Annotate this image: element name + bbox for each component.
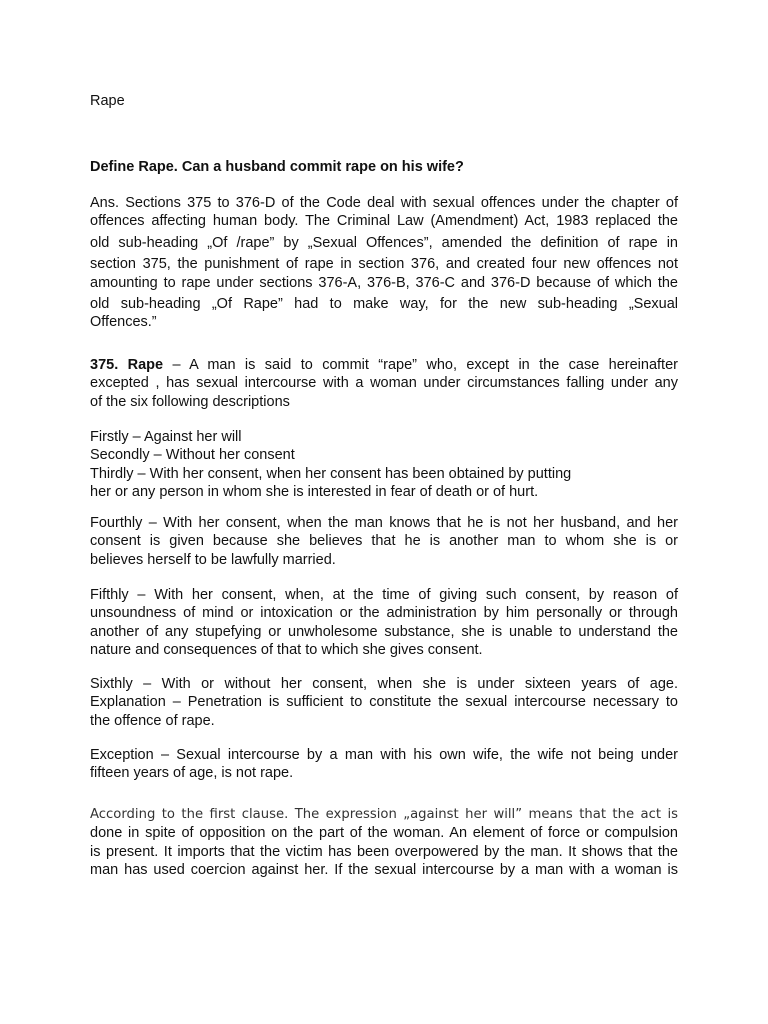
section-text: – A man is said to commit “rape” who, except in the case hereinafter [163,357,678,373]
clause-line: man has used coercion against her. If the sexual intercourse by a man with a woman is [90,862,678,879]
fifthly-line: nature and consequences of that to which she gives consent. [90,642,483,659]
answer-line: Ans. Sections 375 to 376-D of the Code deal with sexual offences under the chapter of [90,195,678,211]
fifthly-line: Fifthly – With her consent, when, at the time of giving such consent, by reason of [90,587,678,603]
answer-paragraph [90,194,678,332]
secondly-item: Secondly – Without her consent [90,447,295,464]
descriptions-list [90,428,678,502]
fourthly-line: believes herself to be lawfully married. [90,551,336,568]
section-heading: 375. Rape [90,357,164,373]
answer-line: section 375, the punishment of rape in section 376, and created four new offences not [90,256,678,273]
clause-paragraph [90,806,678,880]
section-line: of the six following descriptions [90,393,290,410]
answer-line: old sub-heading „Of /rape” by „Sexual Offences”, amended the definition of rape in [90,234,678,251]
fourthly-paragraph [90,514,678,569]
section-375-paragraph [90,356,678,411]
firstly-item: Firstly – Against her will [90,429,242,445]
explanation-line: the offence of rape. [90,712,215,729]
thirdly-line: Thirdly – With her consent, when her consent has been obtained by putting [90,465,572,482]
answer-line: offences affecting human body. The Criminal Law (Amendment) Act, 1983 replaced the [90,213,678,230]
clause-line: According to the first clause. The expression „against her will” means that the act is [90,807,678,822]
exception-line: Exception – Sexual intercourse by a man with his own wife, the wife not being under [90,747,678,763]
explanation-line: Explanation – Penetration is sufficient to constitute the sexual intercourse necessary to [90,694,678,711]
answer-line: amounting to rape under sections 376-A, 376-B, 376-C and 376-D because of which the [90,274,678,291]
thirdly-line: her or any person in whom she is interested in fear of death or of hurt. [90,484,539,501]
answer-line: old sub-heading „Of Rape” had to make way, for the new sub-heading „Sexual [90,296,678,313]
fifthly-line: unsoundness of mind or intoxication or the administration by him personally or through [90,605,678,622]
section-line [90,356,678,374]
fourthly-line: Fourthly – With her consent, when the man knows that he is not her husband, and her [90,515,678,531]
fourthly-line: consent is given because she believes that he is another man to whom she is or [90,533,678,550]
sixthly-line: Sixthly – With or without her consent, when she is under sixteen years of age. [90,676,678,692]
fifthly-line: another of any stupefying or unwholesome substance, she is unable to understand the [90,623,678,640]
section-line: excepted , has sexual intercourse with a woman under circumstances falling under any [90,375,678,392]
clause-line: is present. It imports that the victim has been overpowered by the man. It shows that the [90,843,678,860]
sixthly-paragraph [90,675,678,730]
fifthly-paragraph [90,586,678,660]
exception-line: fifteen years of age, is not rape. [90,765,294,782]
doc-title: Rape [90,93,125,109]
question-heading: Define Rape. Can a husband commit rape on his wife? [90,159,464,175]
exception-paragraph [90,746,678,783]
answer-line: Offences.” [90,314,157,331]
clause-line: done in spite of opposition on the part of the woman. An element of force or compulsion [90,825,678,842]
